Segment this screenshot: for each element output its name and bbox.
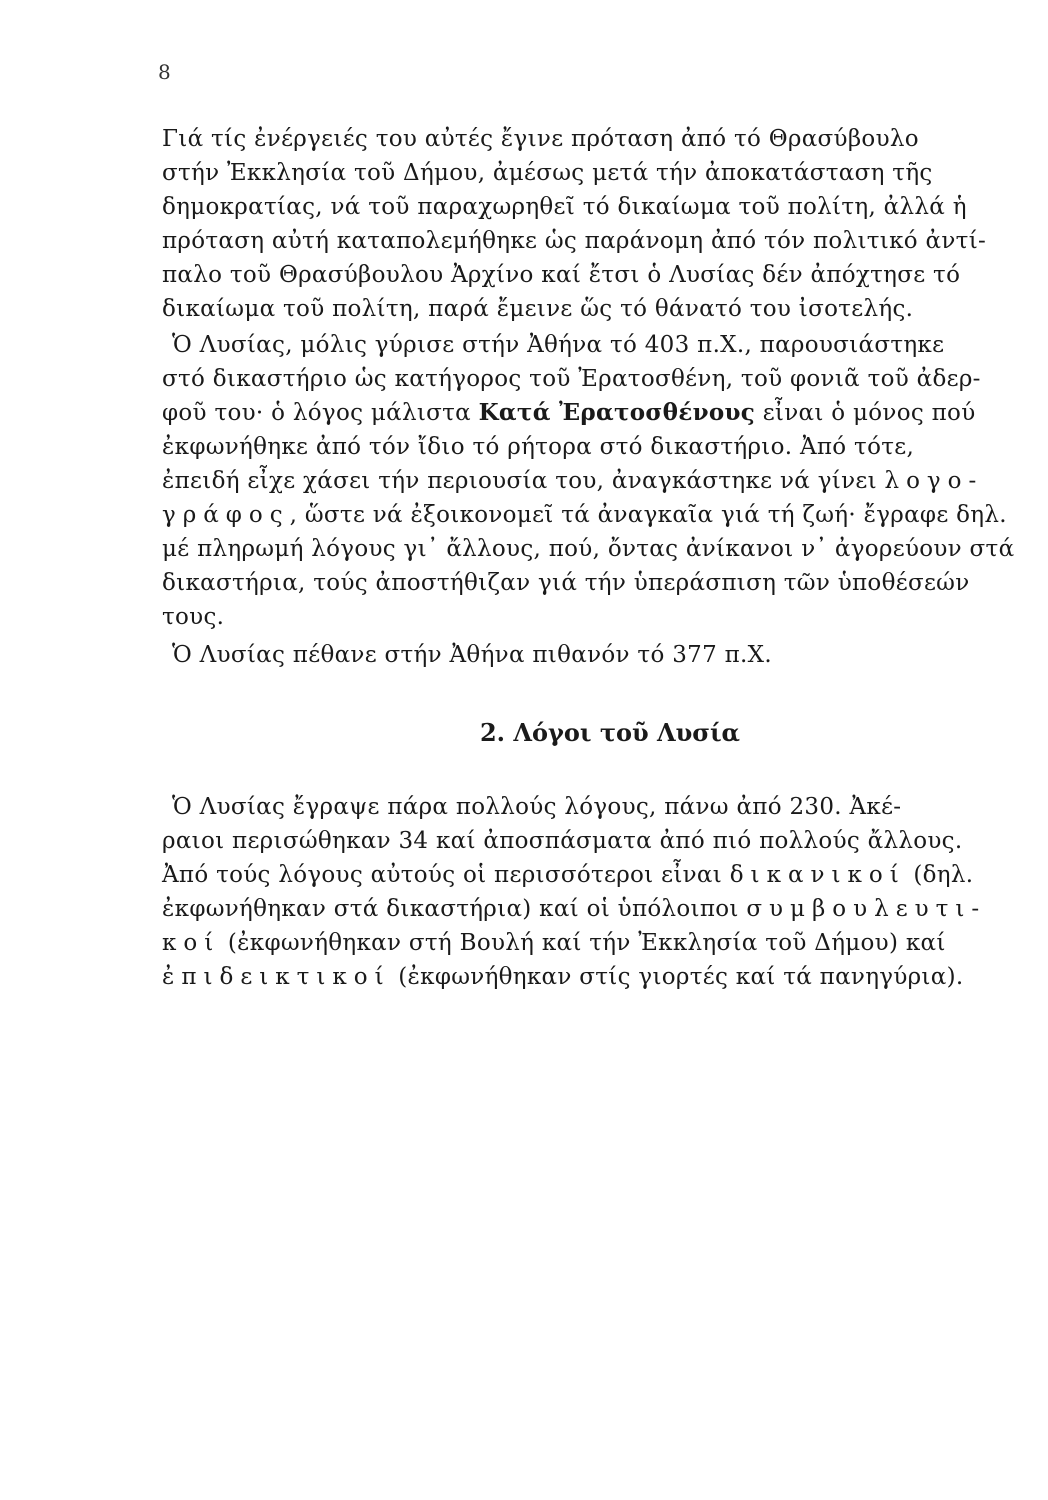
- text-line: Γιά τίς ἐνέργειές του αὐτές ἔγινε πρόταση ἀπό τό Θρασύβουλο: [162, 126, 919, 152]
- text-line: Ὁ Λυσίας πέθανε στήν Ἀθήνα πιθανόν τό 377 π.Χ.: [172, 642, 772, 668]
- text-run: εἶναι ὁ μόνος πού: [755, 400, 976, 426]
- text-line: [162, 928, 946, 958]
- text-line: πρόταση αὐτή καταπολεμήθηκε ὡς παράνομη ἀπό τόν πολιτικό ἀντί-: [162, 228, 987, 254]
- spaced-term: ἐπιδεικτικοί: [162, 964, 391, 990]
- text-run: (δηλ.: [905, 862, 974, 888]
- text-line: [162, 398, 976, 428]
- text-line: [162, 860, 973, 890]
- text-run: ἐκφωνήθηκαν στά δικαστήρια) καί οἱ ὑπόλοιποι: [162, 896, 747, 922]
- text-line: Ὁ Λυσίας ἔγραψε πάρα πολλούς λόγους, πάνω ἀπό 230. Ἀκέ-: [172, 794, 902, 820]
- text-run: , ὥστε νά ἐξοικονομεῖ τά ἀναγκαῖα γιά τή ζωή· ἔγραφε δηλ.: [289, 502, 1007, 528]
- text-line: μέ πληρωμή λόγους γι᾽ ἄλλους, πού, ὄντας ἀνίκανοι ν᾽ ἀγορεύουν στά: [162, 536, 1015, 562]
- text-run: ἐπειδή εἶχε χάσει τήν περιουσία του, ἀναγκάστηκε νά γίνει: [162, 468, 885, 494]
- text-line: δημοκρατίας, νά τοῦ παραχωρηθεῖ τό δικαίωμα τοῦ πολίτη, ἀλλά ἡ: [162, 194, 967, 220]
- bold-title: Κατά Ἐρατοσθένους: [478, 399, 756, 426]
- text-line: [162, 894, 986, 924]
- text-line: ραιοι περισώθηκαν 34 καί ἀποσπάσματα ἀπό πιό πολλούς ἄλλους.: [162, 828, 963, 854]
- text-line: παλο τοῦ Θρασύβουλου Ἀρχίνο καί ἔτσι ὁ Λυσίας δέν ἀπόχτησε τό: [162, 262, 961, 288]
- text-line: τους.: [162, 604, 225, 630]
- text-line: [162, 500, 1007, 530]
- spaced-term: δικανικοί: [729, 862, 906, 888]
- section-heading: 2. Λόγοι τοῦ Λυσία: [479, 718, 741, 747]
- text-run: (ἐκφωνήθηκαν στή Βουλή καί τήν Ἐκκλησία τοῦ Δήμου) καί: [220, 930, 946, 956]
- spaced-term: συμβουλευτι-: [746, 896, 987, 922]
- text-line: δικαστήρια, τούς ἀποστήθιζαν γιά τήν ὑπεράσπιση τῶν ὑποθέσεών: [162, 570, 970, 596]
- text-run: (ἐκφωνήθηκαν στίς γιορτές καί τά πανηγύρια).: [390, 964, 964, 990]
- text-line: δικαίωμα τοῦ πολίτη, παρά ἔμεινε ὥς τό θάνατό του ἰσοτελής.: [162, 296, 914, 322]
- text-line: [162, 962, 963, 992]
- page-number: 8: [158, 60, 171, 84]
- text-line: ἐκφωνήθηκε ἀπό τόν ἴδιο τό ρήτορα στό δικαστήριο. Ἀπό τότε,: [162, 434, 915, 460]
- spaced-term: κοί: [162, 930, 221, 956]
- text-line: στό δικαστήριο ὡς κατήγορος τοῦ Ἐρατοσθένη, τοῦ φονιᾶ τοῦ ἀδερ-: [162, 366, 981, 392]
- text-line: [162, 466, 983, 496]
- text-run: Ἀπό τούς λόγους αὐτούς οἱ περισσότεροι εἶναι: [162, 862, 730, 888]
- spaced-term: γράφος: [162, 502, 290, 528]
- text-run: φοῦ του· ὁ λόγος μάλιστα: [162, 400, 479, 426]
- text-line: Ὁ Λυσίας, μόλις γύρισε στήν Ἀθήνα τό 403 π.Χ., παρουσιάστηκε: [172, 332, 945, 358]
- spaced-term: λογο-: [884, 468, 984, 494]
- text-line: στήν Ἐκκλησία τοῦ Δήμου, ἀμέσως μετά τήν ἀποκατάσταση τῆς: [162, 160, 933, 186]
